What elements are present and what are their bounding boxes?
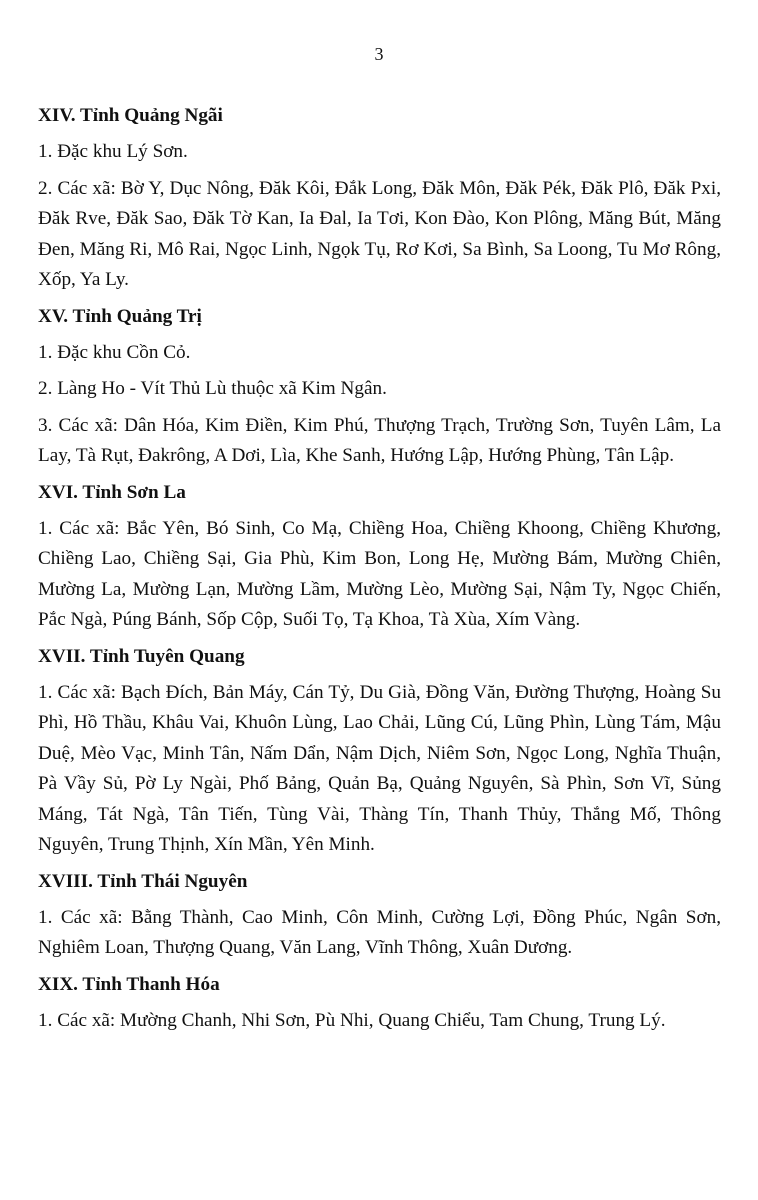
list-item: 2. Các xã: Bờ Y, Dục Nông, Đăk Kôi, Đắk Long, Đăk Môn, Đăk Pék, Đăk Plô, Đăk Pxi, Đăk Rve, Đăk Sao, Đăk Tờ Kan, Ia Đal, Ia Tơi, Kon Đào, Kon Plông, Măng Bút, Măng Đen, Măng Ri, Mô Rai, Ngọc Linh, Ngọk Tụ, Rơ Kơi, Sa Bình, Sa Loong, Tu Mơ Rông, Xốp, Ya Ly. bbox=[38, 177, 721, 290]
section-heading: XIX. Tỉnh Thanh Hóa bbox=[38, 973, 220, 995]
list-item: 1. Các xã: Mường Chanh, Nhi Sơn, Pù Nhi, Quang Chiểu, Tam Chung, Trung Lý. bbox=[38, 1009, 666, 1031]
section-quang-tri bbox=[38, 302, 721, 472]
section-tuyen-quang bbox=[38, 642, 721, 861]
list-item: 1. Các xã: Bắc Yên, Bó Sinh, Co Mạ, Chiềng Hoa, Chiềng Khoong, Chiềng Khương, Chiềng Lao, Chiềng Sại, Gia Phù, Kim Bon, Long Hẹ, Mường Bám, Mường Chiên, Mường La, Mường Lạn, Mường Lầm, Mường Lèo, Mường Sại, Nậm Ty, Ngọc Chiến, Pắc Ngà, Púng Bánh, Sốp Cộp, Suối Tọ, Tạ Khoa, Tà Xùa, Xím Vàng. bbox=[38, 517, 721, 630]
section-quang-ngai bbox=[38, 101, 721, 296]
section-heading: XVIII. Tỉnh Thái Nguyên bbox=[38, 870, 248, 892]
section-heading: XV. Tỉnh Quảng Trị bbox=[38, 305, 202, 327]
list-item: 1. Các xã: Bạch Đích, Bản Máy, Cán Tỷ, Du Già, Đồng Văn, Đường Thượng, Hoàng Su Phì, Hồ Thầu, Khâu Vai, Khuôn Lùng, Lao Chải, Lũng Cú, Lũng Phìn, Lùng Tám, Mậu Duệ, Mèo Vạc, Minh Tân, Nấm Dẩn, Nậm Dịch, Niêm Sơn, Ngọc Long, Nghĩa Thuận, Pà Vầy Sủ, Pờ Ly Ngài, Phố Bảng, Quản Bạ, Quảng Nguyên, Sà Phìn, Sơn Vĩ, Sủng Máng, Tát Ngà, Tân Tiến, Tùng Vài, Thàng Tín, Thanh Thủy, Thắng Mố, Thông Nguyên, Trung Thịnh, Xín Mần, Yên Minh. bbox=[38, 681, 721, 855]
list-item: 1. Đặc khu Lý Sơn. bbox=[38, 141, 188, 162]
section-thai-nguyen bbox=[38, 867, 721, 964]
section-heading: XVII. Tỉnh Tuyên Quang bbox=[38, 645, 245, 667]
list-item: 1. Đặc khu Cồn Cỏ. bbox=[38, 341, 191, 363]
document-body bbox=[38, 101, 721, 1042]
list-item: 2. Làng Ho - Vít Thủ Lù thuộc xã Kim Ngân. bbox=[38, 378, 387, 399]
section-thanh-hoa bbox=[38, 970, 721, 1037]
page-number: 3 bbox=[374, 44, 384, 64]
list-item: 1. Các xã: Bằng Thành, Cao Minh, Côn Minh, Cường Lợi, Đồng Phúc, Ngân Sơn, Nghiêm Loan, Thượng Quang, Văn Lang, Vĩnh Thông, Xuân Dương. bbox=[38, 906, 721, 958]
section-son-la bbox=[38, 478, 721, 636]
section-heading: XIV. Tỉnh Quảng Ngãi bbox=[38, 105, 223, 126]
list-item: 3. Các xã: Dân Hóa, Kim Điền, Kim Phú, Thượng Trạch, Trường Sơn, Tuyên Lâm, La Lay, Tà Rụt, Đakrông, A Dơi, Lìa, Khe Sanh, Hướng Lập, Hướng Phùng, Tân Lập. bbox=[38, 414, 721, 466]
section-heading: XVI. Tỉnh Sơn La bbox=[38, 481, 186, 503]
